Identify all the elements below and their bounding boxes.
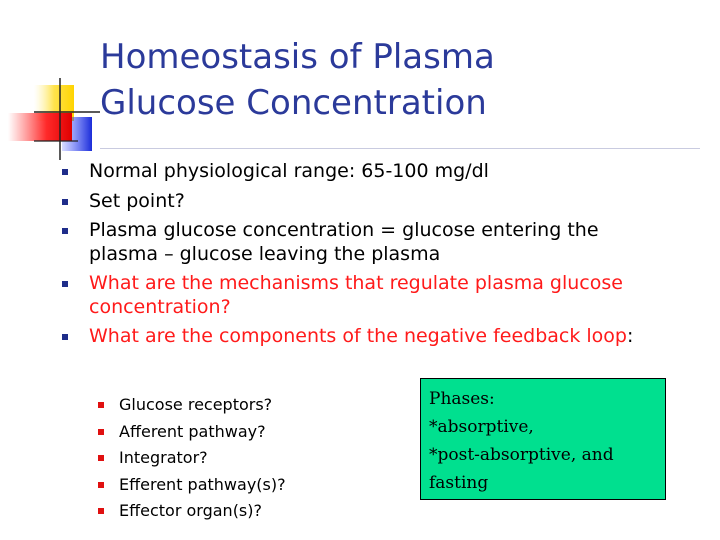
bullet-plasma-equation: Plasma glucose concentration = glucose entering the plasma – glucose leaving the plasma [62,219,662,266]
phase-post-absorptive: *post-absorptive, and [429,445,614,465]
main-bullet-list [62,160,662,355]
sub-bullet-glucose-receptors: Glucose receptors? [98,392,286,419]
square-bullet-icon [62,334,68,340]
title-divider [100,148,700,149]
phases-callout-box [420,378,666,500]
bullet-set-point: Set point? [62,190,662,214]
phase-fasting: fasting [429,473,489,493]
square-bullet-icon [62,169,68,175]
bullet-mechanisms-question: What are the mechanisms that regulate plasma glucose concentration? [62,272,662,319]
sub-bullet-integrator: Integrator? [98,445,286,472]
bullet-feedback-question: What are the components of the negative feedback loop: [62,325,662,349]
corner-logo-icon [0,0,110,160]
square-bullet-icon [62,199,68,205]
slide-title-line2: Glucose Concentration [100,83,487,123]
bullet-normal-range: Normal physiological range: 65-100 mg/dl [62,160,662,184]
sub-bullet-list [98,392,286,525]
square-bullet-icon [62,281,68,287]
sub-bullet-afferent-pathway: Afferent pathway? [98,419,286,446]
square-bullet-icon [98,455,104,461]
square-bullet-icon [98,429,104,435]
phase-absorptive: *absorptive, [429,417,534,437]
square-bullet-icon [98,482,104,488]
square-bullet-icon [98,508,104,514]
square-bullet-icon [62,228,68,234]
slide-title-line1: Homeostasis of Plasma [100,37,495,77]
slide-title [100,34,700,126]
phases-heading: Phases: [429,389,495,409]
sub-bullet-effector-organ: Effector organ(s)? [98,498,286,525]
sub-bullet-efferent-pathway: Efferent pathway(s)? [98,472,286,499]
square-bullet-icon [98,402,104,408]
